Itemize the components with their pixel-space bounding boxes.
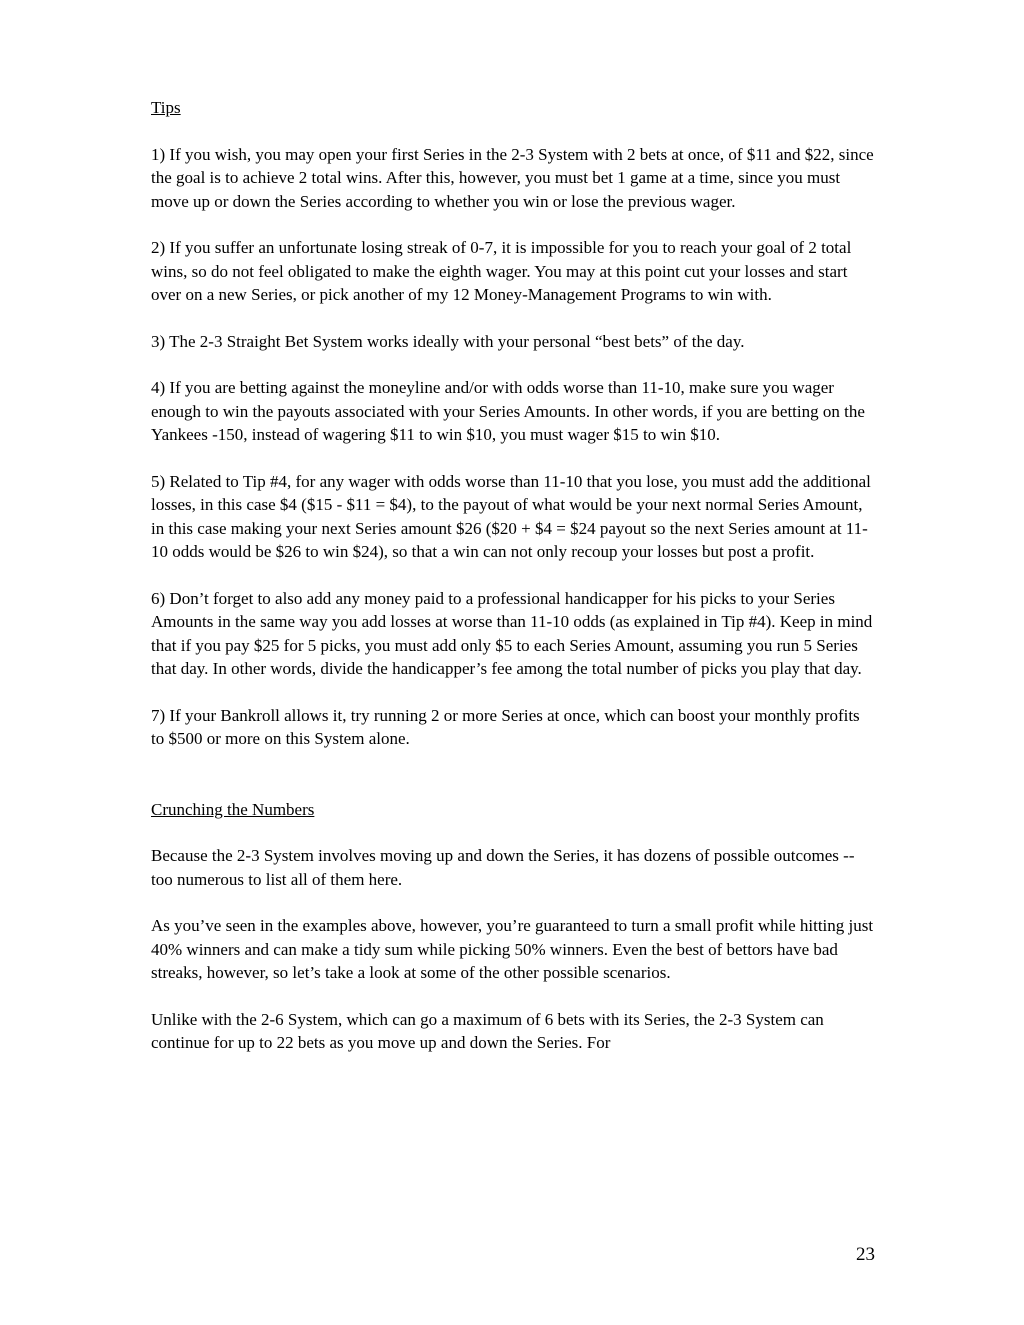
section-heading-tips: Tips: [151, 98, 181, 117]
tip-paragraph-4: 4) If you are betting against the moneyline and/or with odds worse than 11-10, make sure you wager enough to win the payouts associated with your Series Amounts. In other words, if you are betting on the Yankees -150, instead of wagering $11 to win $10, you must wager $15 to win $10.: [151, 378, 865, 444]
tip-paragraph-2: 2) If you suffer an unfortunate losing streak of 0-7, it is impossible for you to reach your goal of 2 total wins, so do not feel obligated to make the eighth wager. You may at this point cut your losses and start over on a new Series, or pick another of my 12 Money-Management Programs to win with.: [151, 238, 852, 304]
page-content: [151, 96, 877, 1078]
page-number: 23: [856, 1244, 875, 1265]
section-heading-crunching-the-numbers: Crunching the Numbers: [151, 799, 315, 819]
tip-paragraph-7: 7) If your Bankroll allows it, try running 2 or more Series at once, which can boost your monthly profits to $500 or more on this System alone.: [151, 705, 860, 748]
body-paragraph-1: Because the 2-3 System involves moving up and down the Series, it has dozens of possible outcomes -- too numerous to list all of them here.: [151, 846, 855, 889]
tip-paragraph-1: 1) If you wish, you may open your first Series in the 2-3 System with 2 bets at once, of $11 and $22, since the goal is to achieve 2 total wins. After this, however, you must bet 1 game at a time, since you must move up or down the Series according to whether you win or lose the previous wager.: [151, 144, 874, 211]
body-paragraph-3: Unlike with the 2-6 System, which can go a maximum of 6 bets with its Series, the 2-3 System can continue for up to 22 bets as you move up and down the Series. For: [151, 1009, 824, 1052]
tip-paragraph-6: 6) Don’t forget to also add any money paid to a professional handicapper for his picks to your Series Amounts in the same way you add losses at worse than 11-10 odds (as explained in Tip #4). Keep in mind that if you pay $25 for 5 picks, you must add only $5 to each Series Amount, assuming you run 5 Series that day. In other words, divide the handicapper’s fee among the total number of picks you play that day.: [151, 588, 873, 678]
body-paragraph-2: As you’ve seen in the examples above, however, you’re guaranteed to turn a small profit while hitting just 40% winners and can make a tidy sum while picking 50% winners. Even the best of bettors have bad streaks, however, so let’s take a look at some of the other possible scenarios.: [151, 916, 874, 982]
tip-paragraph-3: 3) The 2-3 Straight Bet System works ideally with your personal “best bets” of the day.: [151, 331, 745, 351]
tip-paragraph-5: 5) Related to Tip #4, for any wager with odds worse than 11-10 that you lose, you must add the additional losses, in this case $4 ($15 - $11 = $4), to the payout of what would be your next normal Series Amount, in this case making your next Series amount $26 ($20 + $4 = $24 payout so the next Series amount at 11-10 odds would be $26 to win $24), so that a win can not only recoup your losses but post a profit.: [151, 471, 871, 561]
